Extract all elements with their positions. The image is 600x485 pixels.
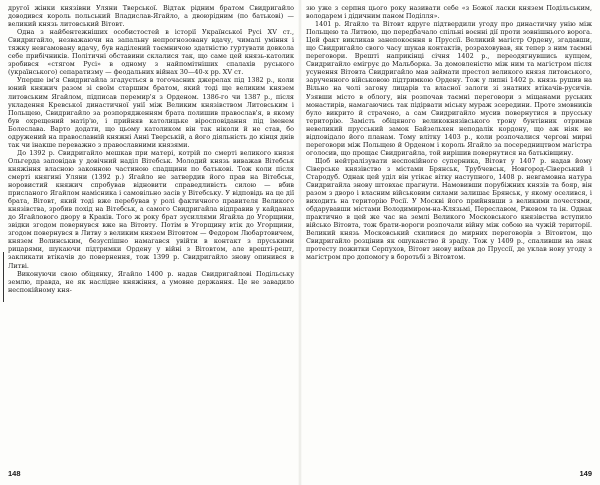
left-column-text [8, 4, 294, 294]
left-page [8, 4, 294, 480]
page-number: 149 [579, 469, 592, 478]
paragraph: зю уже з серпня цього року називати себе «з Божої ласки князем Подільським, володарем і дідичним паном Поділля». [306, 4, 592, 21]
paragraph: Одна з найбентежніших особистостей в історії Української Русі XV ст., Свидригайло, незважаючи на запальну непрогнозовану вдачу, чималі уміння і тяжку невгамовану вдачу, був наділений таємничою здатністю гуртувати довкола себе прибічників. Політичні обставини склалися так, що саме цей князь-католик зробився «стягом Русі» в одному з найпомітніших спалахів руського (українського) сепаратизму — феодальних війнах 30—40-х рр. XV ст. [8, 28, 294, 77]
paragraph: Виконуючи свою обіцянку, Ягайло 1400 р. надав Свидригайлові Подільську землю, правда, не як наслідне княжіння, а умовне держання. Це не завадило неспокійному кня- [8, 269, 294, 294]
page-number: 148 [8, 469, 21, 478]
paragraph: Щоб нейтралізувати неспокійного суперника, Вітовт у 1407 р. надав йому Сіверське князівство з містами Брянськ, Трубчевськ, Новгород-Сіверський і Стародуб. Однак цей уділ він утікає вітку наступного, 1408 р. невгамовна натура Свидригайла знову штовхає прагнути. Намовивши порубіжних князів та бояр, він разом з дворо і власним військовим силами залишає Брянськ, у якому оселився, і виходить на територію Росії. У Москві його прийнявши з великими почестями, обдарувавши містами Володимиром-на-Клязьмі, Переславом, Ржевом та ін. Однак практично в цей же час на землі Великого Московського князівства вступило військо Вітовта, тож брати-вороги розпочали війну між собою на чужій території. Великий князь Московський схилився до мирних переговорів з Вітовтом, що Свидригайло розцінив як ошуканство й зраду. Тож у 1409 р., спаливши на знак протесту пожитки Серпухов, Вітовт знову виїхав до Пруссії, де уклав нову угоду з магістром про допомогу в боротьбі з Вітовтом. [306, 156, 592, 262]
margin-bar [3, 252, 4, 302]
right-column-text [306, 4, 592, 262]
book-gutter [298, 0, 302, 485]
paragraph: 1401 р. Ягайло та Вітовт вдруге підтвердили угоду про династичну унію між Польщею та Литвою, що передбачало спільні воєнні дії проти зовнішнього ворога. Цей факт викликав занепокоєння в Пруссії. Великий магістр Ордену, згадавши, що Свидригайло свого часу шукав контактів, розраховував, як тепер з ним таємні переговори. Врешті наприкінці січня 1402 р., переодягнувшись купцем, Свидригайло емігрує до Мальборка. За домовленістю між ним та магістром після усунення Вітовта Свидригайло мав займати престол великого князя литовського, зарученного військовою підтримкою Ордену. Тож у липні 1402 р. князь рушив на Вільно на чолі загону лицарів та власної залоги зі знатних втікачів-русичів. Узявши місто в облогу, він розпочав таємні переговори з міщанами руських монастирів, намагаючись так підірвати міську мураж зсередини. Проте змовників було викрито й страчено, а сам Свидригайло мусив повернутися в прусську територію. Замість обіцяного великокнязівського трону бунтівник отримав невеликий прусський замок Байзельхен неподалік кордону, що аж ніяк не відповідало його планам. Тому влітку 1403 р., коли розпочалися чергові мирні переговори між Польщею й Орденом і король Ягайло за посередництвом магістра оголосив, що прощає Свидригайла, той вирішив повернутися на батьківщину. [306, 20, 592, 157]
paragraph: другої жінки князівни Уляни Тверської. Відтак рідним братом Свидригайло доводився король польський Владислав-Ягайло, а двоюрідним (по батькові) — великий князь литовський Вітовт. [8, 4, 294, 29]
paragraph: Уперше ім'я Свидригайла згадується в тогочасних джерелах під 1382 р., коли юний княжич разом зі своїм старшим братом, який тоді ще великим князем литовським Ягайлом, підписав перемир'я з Орденом. 1386-го чи 1387 р., після укладення Кревської династичної унії між Великим князівством Литовським і Польщею, Свидригайло за розпорядженням брата полишив православ'я, в якому був охрещений матір'ю, і прийняв католицьке віросповідання під іменем Болеслава. Варто додати, що цьому католиком він так ніколи й не став, бо одружений на православній княжні Анні Тверській, а його діяльність до кінця днів так чи інакше переважно з православними князями. [8, 76, 294, 149]
paragraph: До 1392 р. Свидригайло мешкав при матері, котрій по смерті великого князя Ольгерда заповідав у довічний наділ Вітебськ. Молодий князь виважав Вітебськ княжіння власною законною частиною спадщини по батькові. Тож коли після смерті княгині Уляни (1392 р.) Ягайло не затвердив його прав на Вітебськ, норовистий княжич спробував відновити справедливість силою — вбив присланого Ягайлом намісника і самовільно засів у Вітебську. У відповідь на це дії брата, Вітовт, який тоді вже перебував у ролі фактичного правителя Великого князівства, зробив похід на Вітебськ, а самого Свидригайла відправив у кайданах до Ягайлового двору в Краків. Того ж року брат зусиллями Ягайла до Угорщини, звідки згодом повернувся вже на Вітовту. Потім в Угорщину втік до Угорщини, згодом повернувся в Литву з великим князем Вітовтом — Федором Любартовичем, князем Волинським, безуспішно намагався увійти в контакт з пруськими рицарями, шукаючи підтримки Ордену у війні з Вітовтом, але врешті-решт, закликати втікачів до повернення, тож 1399 р. Свидригайло знову опинився в Литві. [8, 148, 294, 270]
right-page [306, 4, 592, 480]
